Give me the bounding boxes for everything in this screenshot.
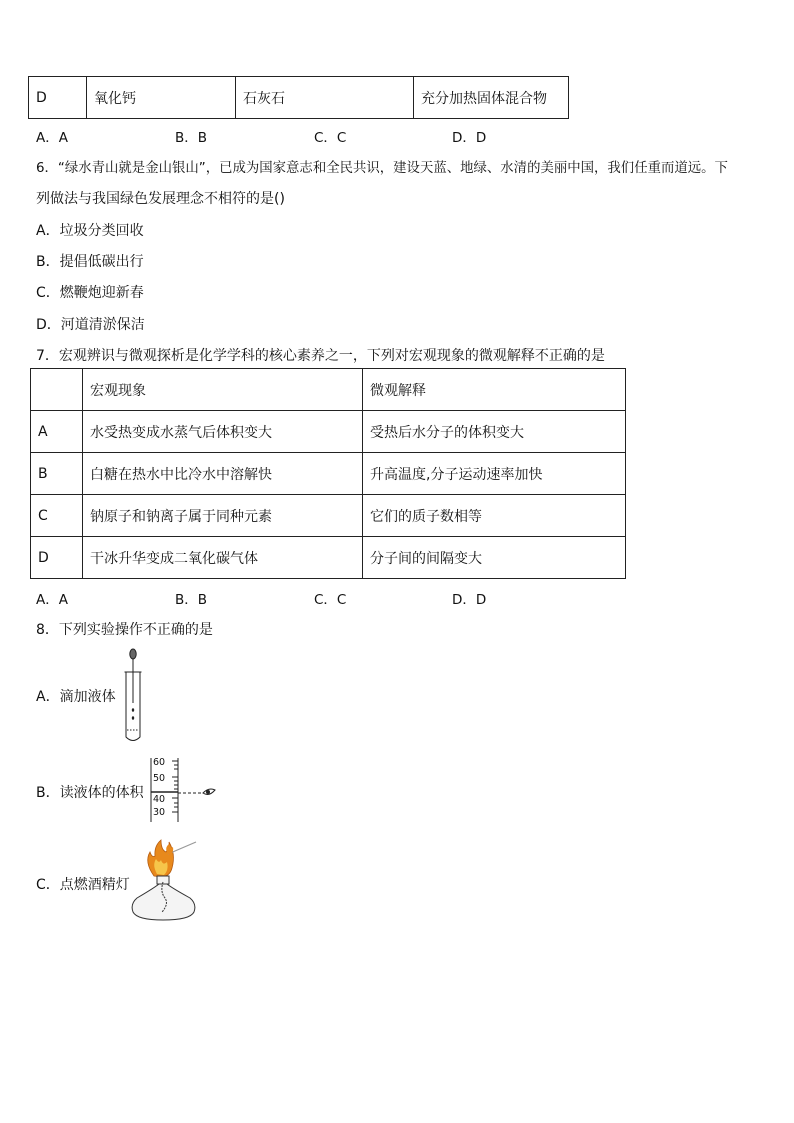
option-a[interactable]: A．A: [36, 592, 68, 608]
table-cell: D: [29, 77, 87, 119]
cylinder-scale-marks: [172, 761, 178, 812]
table-row: [31, 495, 626, 537]
table-cell: 充分加热固体混合物: [414, 77, 569, 119]
q8-stem: 8．下列实验操作不正确的是: [36, 622, 213, 638]
cylinder-tick-40: 40: [153, 794, 166, 805]
table-cell: 受热后水分子的体积变大: [363, 411, 626, 453]
header-cell: [31, 369, 83, 411]
header-cell: 微观解释: [363, 369, 626, 411]
table-cell: 分子间的间隔变大: [363, 537, 626, 579]
cylinder-tick-50: 50: [153, 773, 166, 784]
q8-option-c[interactable]: C．点燃酒精灯: [36, 877, 130, 893]
table-cell: C: [31, 495, 83, 537]
q5-table: [28, 76, 569, 119]
table-cell: B: [31, 453, 83, 495]
dropper-bulb: [130, 649, 136, 659]
table-cell: 氧化钙: [87, 77, 236, 119]
cylinder-tick-60: 60: [153, 757, 166, 768]
header-cell: 宏观现象: [83, 369, 363, 411]
table-row: [29, 77, 569, 119]
table-header-row: [31, 369, 626, 411]
q6-option-b[interactable]: B．提倡低碳出行: [36, 254, 144, 270]
q6-option-d[interactable]: D．河道清淤保洁: [36, 317, 145, 333]
dropper-test-tube-figure: [118, 648, 148, 746]
burning-match: [166, 842, 196, 855]
alcohol-lamp-figure: [134, 838, 204, 926]
table-cell: A: [31, 411, 83, 453]
droplet: [132, 716, 134, 720]
table-cell: 石灰石: [236, 77, 414, 119]
table-row: [31, 537, 626, 579]
table-cell: 干冰升华变成二氧化碳气体: [83, 537, 363, 579]
table-cell: D: [31, 537, 83, 579]
option-c[interactable]: C．C: [314, 130, 347, 146]
q6-option-c[interactable]: C．燃鞭炮迎新春: [36, 285, 144, 301]
lamp-body: [132, 884, 195, 920]
table-cell: 白糖在热水中比冷水中溶解快: [83, 453, 363, 495]
q6-stem-line2: 列做法与我国绿色发展理念不相符的是(): [36, 191, 285, 207]
table-cell: 升高温度,分子运动速率加快: [363, 453, 626, 495]
table-row: [31, 411, 626, 453]
option-a[interactable]: A．A: [36, 130, 68, 146]
q7-table: [30, 368, 626, 579]
q8-option-a[interactable]: A．滴加液体: [36, 689, 116, 705]
droplet: [132, 708, 134, 712]
q6-stem-line1: 6．“绿水青山就是金山银山”，已成为国家意志和全民共识，建设天蓝、地绿、水清的美丽中国，我们任重而道远。下: [36, 161, 728, 176]
option-c[interactable]: C．C: [314, 592, 347, 608]
cylinder-tick-30: 30: [153, 807, 166, 818]
table-row: [31, 453, 626, 495]
option-b[interactable]: B．B: [175, 130, 208, 146]
option-b[interactable]: B．B: [175, 592, 208, 608]
q6-option-a[interactable]: A．垃圾分类回收: [36, 223, 144, 239]
option-d[interactable]: D．D: [452, 592, 487, 608]
table-cell: 钠原子和钠离子属于同种元素: [83, 495, 363, 537]
q7-stem: 7．宏观辨识与微观探析是化学学科的核心素养之一，下列对宏观现象的微观解释不正确的是: [36, 348, 605, 364]
graduated-cylinder-figure: [148, 756, 218, 824]
table-cell: 它们的质子数相等: [363, 495, 626, 537]
q8-option-b[interactable]: B．读液体的体积: [36, 785, 144, 801]
table-cell: 水受热变成水蒸气后体积变大: [83, 411, 363, 453]
option-d[interactable]: D．D: [452, 130, 487, 146]
